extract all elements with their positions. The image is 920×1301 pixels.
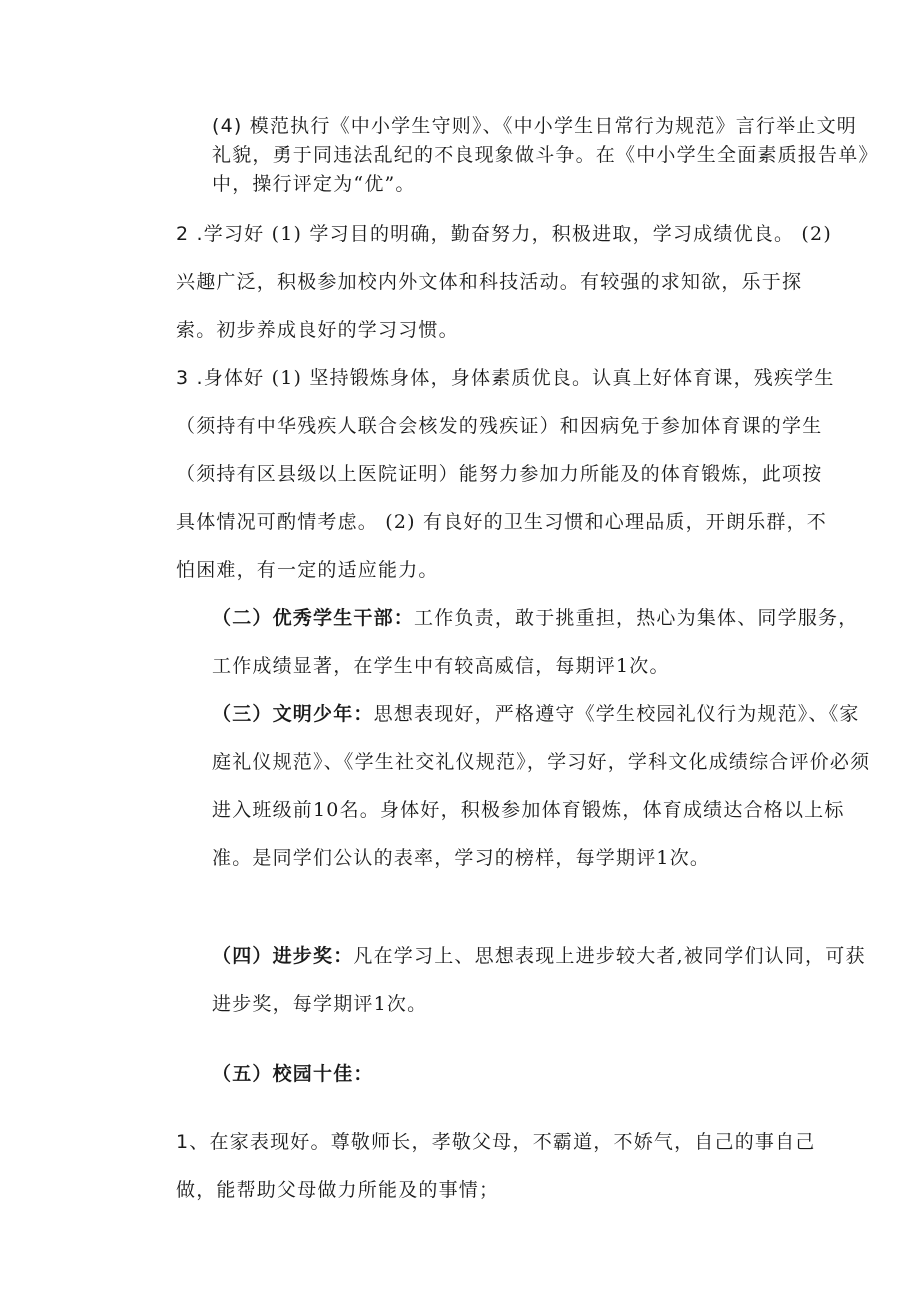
paragraph-text: 工作负责，敢于挑重担，热心为集体、同学服务，工作成绩显著，在学生中有较高威信，每期评1次。 [212, 607, 859, 677]
paragraph-text: 模范执行《中小学生守则》、《中小学生日常行为规范》言行举止文明礼貌，勇于同违法乱纪的不良现象做斗争。在《中小学生全面素质报告单》中，操行评定为“优”。 [212, 115, 870, 195]
paragraph-excellent-cadre [142, 594, 872, 690]
paragraph-civilized-youth [142, 690, 872, 882]
paragraph-study-good [142, 210, 836, 354]
paragraph-top-ten-item-1 [142, 1118, 836, 1214]
paragraph-progress-award [142, 932, 872, 1028]
paragraph-health-good [142, 354, 836, 594]
paragraph-text: 凡在学习上、思想表现上进步较大者,被同学们认同，可获进步奖，每学期评1次。 [212, 945, 866, 1015]
item-number: (4) [212, 115, 250, 137]
item-number: 1 [176, 1131, 190, 1153]
section-heading: （三）文明少年： [212, 703, 374, 725]
section-number: 2 . [176, 223, 204, 245]
paragraph-text: 学习好 (1) 学习目的明确，勤奋努力，积极进取，学习成绩优良。 (2) 兴趣广泛，积极参加校内外文体和科技活动。有较强的求知欲，乐于探索。初步养成良好的学习习惯。 [176, 223, 832, 341]
section-heading: （五）校园十佳： [212, 1063, 374, 1085]
paragraph-campus-top-ten [142, 1050, 872, 1098]
paragraph-text: 身体好 (1) 坚持锻炼身体，身体素质优良。认真上好体育课，残疾学生（须持有中华残疾人联合会核发的残疾证）和因病免于参加体育课的学生（须持有区县级以上医院证明）能努力参加力所能及的体育锻炼，此项按具体情况可酌情考虑。 (2) 有良好的卫生习惯和心理品质，开朗乐群，不怕困难，有一定的适应能力。 [176, 367, 835, 581]
paragraph-conduct-item-4 [142, 112, 872, 199]
section-heading: （二）优秀学生干部： [212, 607, 415, 629]
section-number: 3 . [176, 367, 204, 389]
paragraph-text: 思想表现好，严格遵守《学生校园礼仪行为规范》、《家庭礼仪规范》、《学生社交礼仪规范》，学习好，学科文化成绩综合评价必须进入班级前10名。身体好，积极参加体育锻炼，体育成绩达合格以上标准。是同学们公认的表率，学习的榜样，每学期评1次。 [212, 703, 871, 869]
section-heading: （四）进步奖： [212, 945, 354, 967]
paragraph-text: 、在家表现好。尊敬师长，孝敬父母，不霸道，不娇气，自己的事自己做，能帮助父母做力所能及的事情； [176, 1131, 816, 1201]
